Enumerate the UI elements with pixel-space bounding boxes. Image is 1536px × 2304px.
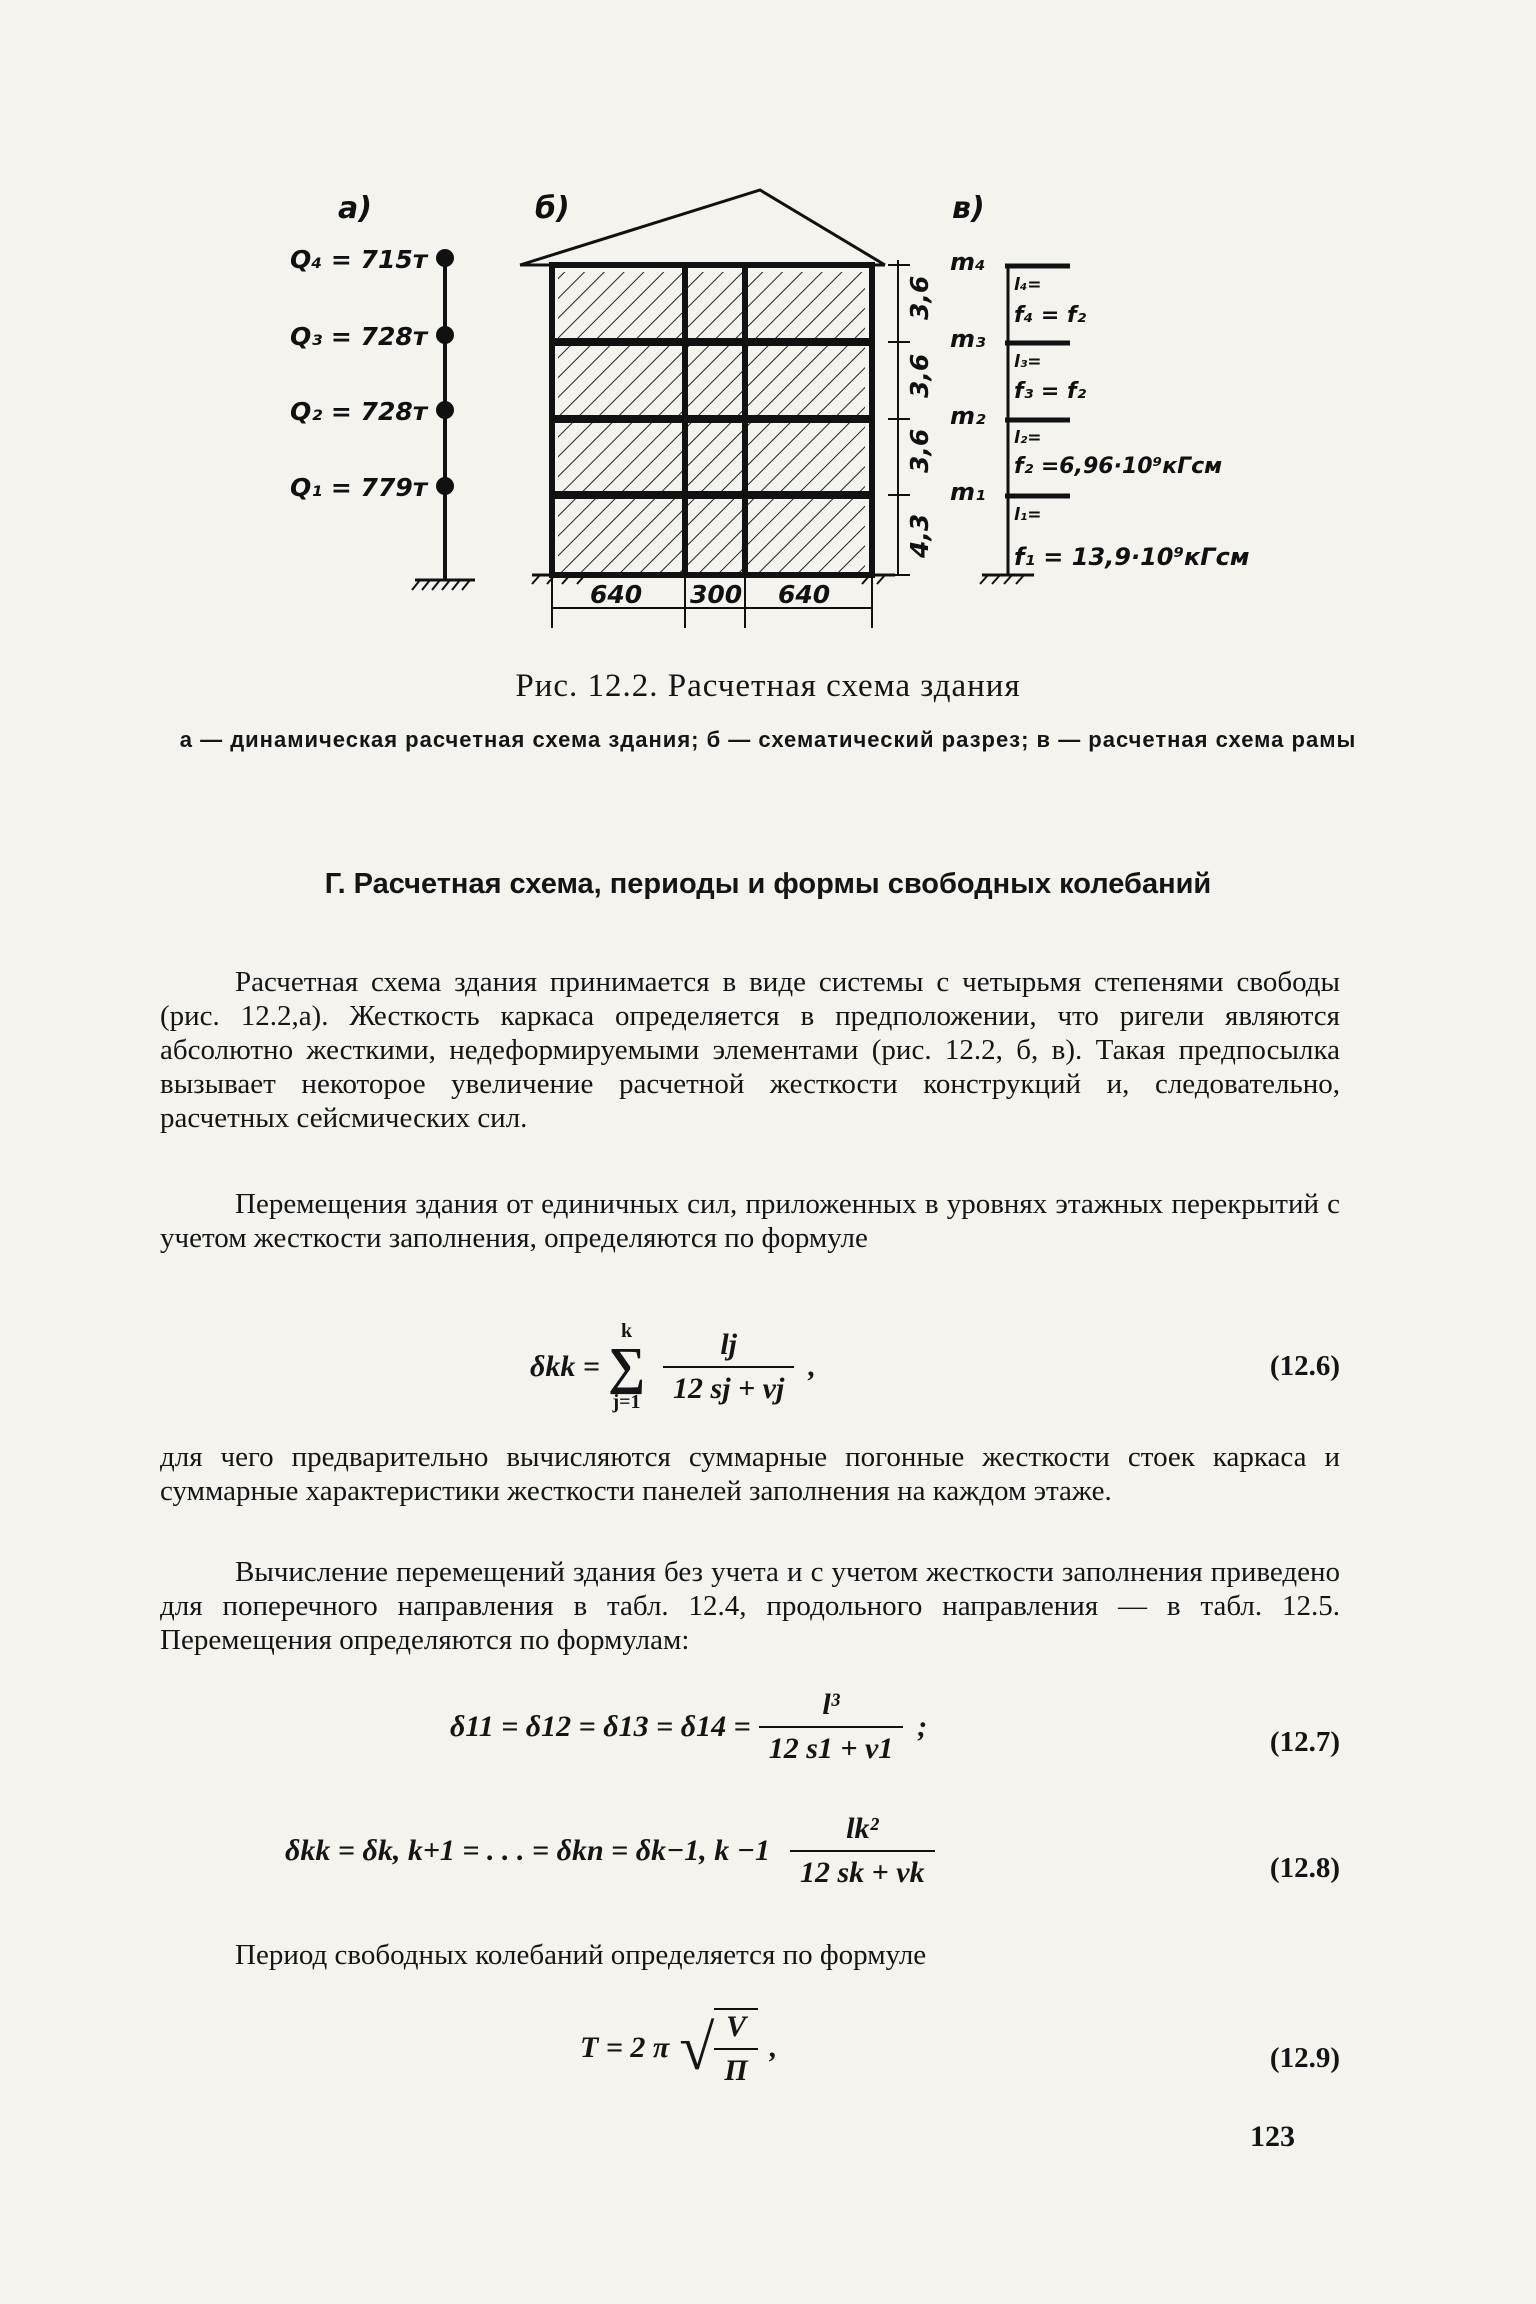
formula-number: (12.8) <box>1269 1852 1340 1884</box>
mass-dot <box>436 249 454 267</box>
formula-number: (12.6) <box>1269 1350 1340 1382</box>
frame-f2: f₂ =6,96·10⁹кГсм <box>1014 454 1223 479</box>
roof <box>520 190 885 265</box>
frame-f4: f₄ = f₂ <box>1014 303 1087 328</box>
paragraph-2: Перемещения здания от единичных сил, приложенных в уровнях этажных перекрытий с учетом жесткости заполнения, определяются по формуле <box>160 1188 1340 1254</box>
numerator: V <box>714 2010 757 2050</box>
panel-label-a: а) <box>338 191 372 226</box>
mass-dot <box>436 477 454 495</box>
sum-symbol: k ∑ j=1 <box>607 1320 646 1413</box>
figure-12-2 <box>270 170 1270 670</box>
frame-l2: l₂= <box>1014 428 1042 448</box>
formula-lhs: δkk = δk, k+1 = . . . = δkn = δk−1, k −1 <box>285 1834 770 1867</box>
denominator: 12 sj + vj <box>673 1372 785 1405</box>
panel-label-b: б) <box>535 191 570 226</box>
frame-f1: f₁ = 13,9·10⁹кГсм <box>1014 543 1250 571</box>
paragraph-5: Период свободных колебаний определяется по формуле <box>235 1939 927 1971</box>
denominator: 12 sk + vk <box>799 1856 925 1889</box>
sum-upper-limit: k <box>620 1320 633 1342</box>
load-q3: Q₃ = 728т <box>290 322 428 351</box>
frame-l4: l₄= <box>1014 275 1042 295</box>
formula-lhs: T = 2 π <box>580 2031 670 2064</box>
panel-label-v: в) <box>952 191 985 226</box>
formula-12-9 <box>160 2008 1340 2118</box>
mass-m2: m₂ <box>950 402 986 430</box>
numerator: l³ <box>759 1688 904 1728</box>
load-q2: Q₂ = 728т <box>290 397 428 426</box>
bay-width-3: 640 <box>778 580 831 609</box>
formula-number: (12.7) <box>1269 1726 1340 1758</box>
fraction <box>714 2008 757 2088</box>
numerator: lj <box>663 1328 794 1368</box>
formula-lhs: δ11 = δ12 = δ13 = δ14 = <box>450 1710 751 1743</box>
mass-m1: m₁ <box>950 478 986 506</box>
formula-lhs: δkk = <box>530 1350 600 1383</box>
building-section <box>520 190 934 628</box>
sum-lower-limit: j=1 <box>612 1391 641 1413</box>
bay-width-1: 640 <box>590 580 643 609</box>
formula-tail: , <box>808 1350 816 1383</box>
formula-12-7 <box>160 1688 1340 1798</box>
paragraph-4: Вычисление перемещений здания без учета и с учетом жесткости заполнения приведено для поперечного направления в табл. 12.4, продольного направления — в табл. 12.5. Перемещения определяются по формулам: <box>160 1556 1340 1656</box>
page-number: 123 <box>1250 2120 1295 2153</box>
fraction <box>790 1812 935 1890</box>
radical-sign: √ <box>679 2012 715 2083</box>
formula-12-8 <box>160 1812 1340 1922</box>
load-q1: Q₁ = 779т <box>290 473 428 502</box>
paragraph-1: Расчетная схема здания принимается в виде системы с четырьмя степенями свободы (рис. 12.2,а). Жесткость каркаса определяется в предположении, что ригели являются абсолютно жесткими, недеформируемыми элементами (рис. 12.2, б, в). Такая предпосылка вызывает некоторое увеличение расчетной жесткости конструкций и, следовательно, расчетных сейсмических сил. <box>160 966 1340 1134</box>
denominator: 12 s1 + v1 <box>768 1732 894 1765</box>
formula-tail: , <box>769 2031 778 2064</box>
fraction <box>663 1328 794 1406</box>
bay-width-2: 300 <box>690 580 743 609</box>
figure-caption-legend: а — динамическая расчетная схема здания; б — схематический разрез; в — расчетная схема рамы <box>179 727 1357 752</box>
mass-dot <box>436 401 454 419</box>
frame-l3: l₃= <box>1014 352 1042 372</box>
denominator: П <box>724 2054 748 2087</box>
mass-m4: m₄ <box>950 248 986 276</box>
frame-f3: f₃ = f₂ <box>1014 379 1087 404</box>
load-q4: Q₄ = 715т <box>290 245 428 274</box>
formula-tail: ; <box>917 1710 928 1743</box>
fraction <box>759 1688 904 1766</box>
paragraph-3: для чего предварительно вычисляются суммарные погонные жесткости стоек каркаса и суммарные характеристики жесткости панелей заполнения на каждом этаже. <box>160 1441 1340 1507</box>
frame-l1: l₁= <box>1014 505 1042 525</box>
frame-scheme <box>950 248 1249 584</box>
figure-caption-title: Рис. 12.2. Расчетная схема здания <box>515 668 1021 704</box>
storey-height-4: 3,6 <box>905 275 934 320</box>
storey-height-3: 3,6 <box>905 353 934 398</box>
mass-m3: m₃ <box>950 325 986 353</box>
numerator: lk² <box>790 1812 935 1852</box>
dynamic-scheme <box>290 245 475 590</box>
section-heading: Г. Расчетная схема, периоды и формы свободных колебаний <box>324 868 1212 900</box>
storey-height-1: 4,3 <box>905 513 934 558</box>
storey-height-2: 3,6 <box>905 428 934 473</box>
formula-number: (12.9) <box>1269 2042 1340 2074</box>
formula-12-6 <box>160 1310 1340 1440</box>
mass-dot <box>436 326 454 344</box>
